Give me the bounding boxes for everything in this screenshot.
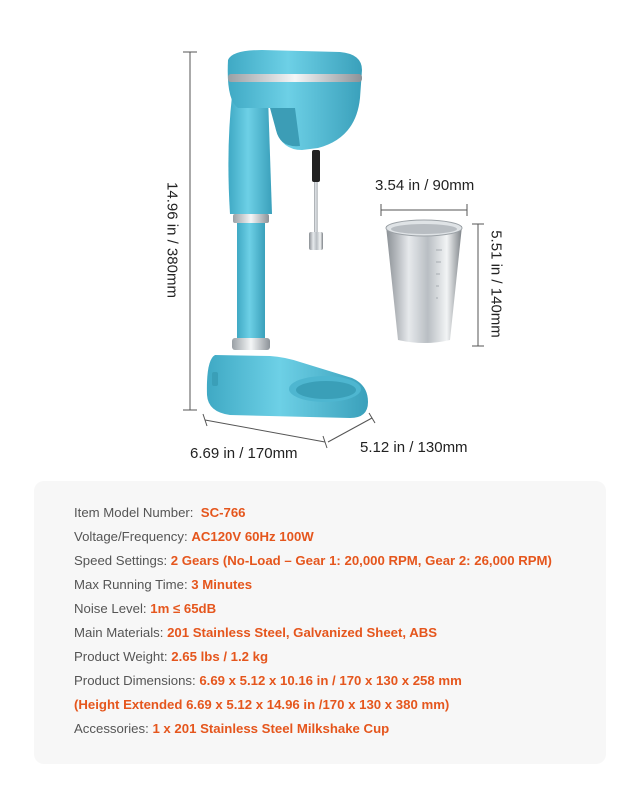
spec-value: (Height Extended 6.69 x 5.12 x 14.96 in /170 x 130 x 380 mm) — [74, 697, 450, 712]
cup-height-label: 5.51 in / 140mm — [487, 230, 505, 338]
spec-row-dimensions — [74, 669, 596, 693]
spec-value: 1 x 201 Stainless Steel Milkshake Cup — [152, 721, 390, 736]
milkshake-cup-icon — [386, 220, 462, 343]
spec-row-model — [74, 501, 596, 525]
spec-row-running-time — [74, 573, 596, 597]
spec-label: Product Dimensions: — [74, 673, 196, 688]
spec-row-accessories — [74, 717, 596, 741]
spec-label: Product Weight: — [74, 649, 168, 664]
spec-list — [74, 501, 596, 741]
spec-label: Accessories: — [74, 721, 149, 736]
spec-row-noise — [74, 597, 596, 621]
spec-label: Max Running Time: — [74, 577, 188, 592]
spec-row-voltage — [74, 525, 596, 549]
spec-value: 3 Minutes — [191, 577, 253, 592]
spec-value: 6.69 x 5.12 x 10.16 in / 170 x 130 x 258 mm — [199, 673, 462, 688]
spec-card — [34, 481, 606, 764]
spec-value: 201 Stainless Steel, Galvanized Sheet, ABS — [167, 625, 438, 640]
spec-label: Speed Settings: — [74, 553, 168, 568]
spec-label: Item Model Number: — [74, 505, 194, 520]
base-width-label: 6.69 in / 170mm — [190, 445, 298, 462]
spec-label: Main Materials: — [74, 625, 164, 640]
cup-width-label: 3.54 in / 90mm — [375, 177, 475, 194]
milkshake-maker-icon — [207, 50, 368, 418]
spec-value: 2.65 lbs / 1.2 kg — [171, 649, 269, 664]
spec-row-weight — [74, 645, 596, 669]
spec-row-dimensions-extended — [74, 693, 596, 717]
spec-row-materials — [74, 621, 596, 645]
base-depth-label: 5.12 in / 130mm — [360, 439, 468, 456]
total-height-label: 14.96 in / 380mm — [163, 182, 181, 298]
spec-value: SC-766 — [200, 505, 246, 520]
spec-label: Noise Level: — [74, 601, 147, 616]
spec-value: 2 Gears (No-Load – Gear 1: 20,000 RPM, Gear 2: 26,000 RPM) — [170, 553, 552, 568]
spec-label: Voltage/Frequency: — [74, 529, 188, 544]
spec-value: 1m ≤ 65dB — [150, 601, 217, 616]
spec-value: AC120V 60Hz 100W — [191, 529, 314, 544]
spec-row-speed — [74, 549, 596, 573]
